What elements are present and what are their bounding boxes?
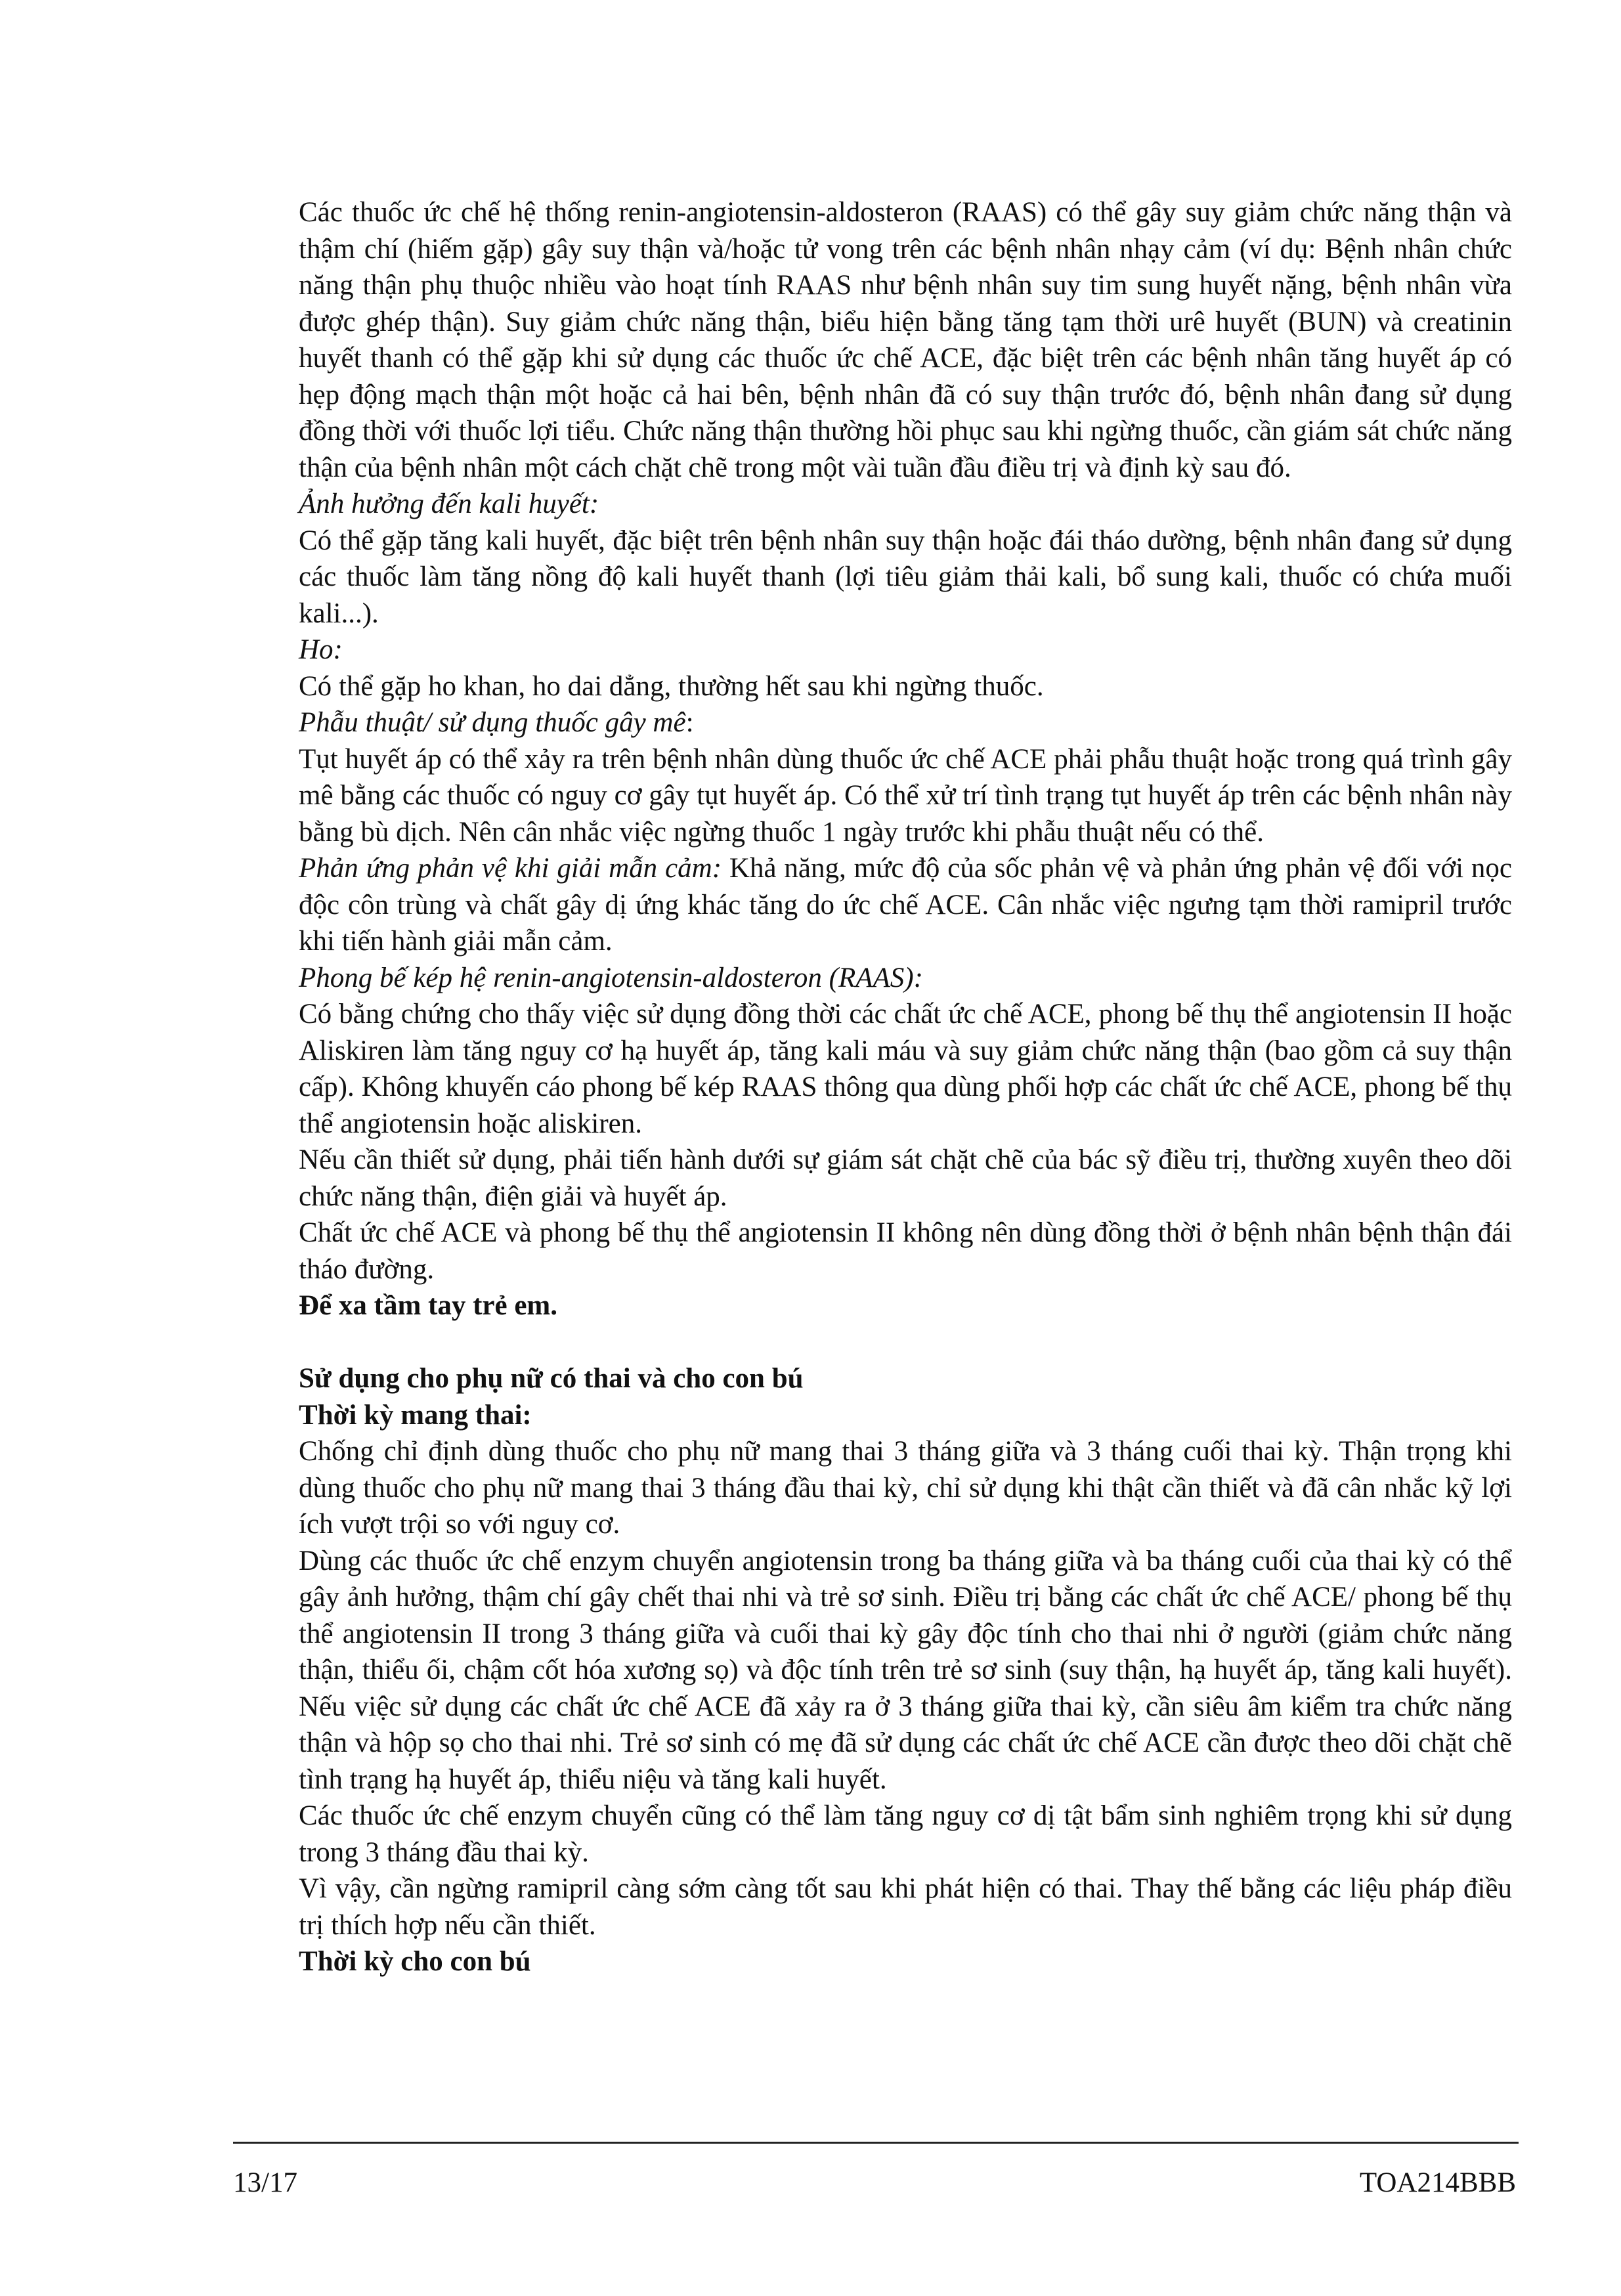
dual-blockade-paragraph-1: Có bằng chứng cho thấy việc sử dụng đồng thời các chất ức chế ACE, phong bế thụ thể angiotensin II hoặc Aliskiren làm tăng nguy cơ hạ huyết áp, tăng kali máu và suy giảm chức năng thận (bao gồm cả suy thận cấp). Không khuyến cáo phong bế kép RAAS thông qua dùng phối hợp các chất ức chế ACE, phong bế thụ thể angiotensin hoặc aliskiren. [299, 999, 1512, 1139]
ho-heading: Ho: [299, 634, 343, 665]
pregnancy-paragraph-3: Các thuốc ức chế enzym chuyển cũng có thể làm tăng nguy cơ dị tật bẩm sinh nghiêm trọng khi sử dụng trong 3 tháng đầu thai kỳ. [299, 1800, 1512, 1868]
surgery-heading: Phẫu thuật/ sử dụng thuốc gây mê [299, 707, 686, 738]
page-body [299, 194, 1512, 1980]
pregnancy-paragraph-2: Dùng các thuốc ức chế enzym chuyển angiotensin trong ba tháng giữa và ba tháng cuối của thai kỳ có thể gây ảnh hưởng, thậm chí gây chết thai nhi và trẻ sơ sinh. Điều trị bằng các chất ức chế ACE/ phong bế thụ thể angiotensin II trong 3 tháng giữa và cuối thai kỳ gây độc tính cho thai nhi ở người (giảm chức năng thận, thiểu ối, chậm cốt hóa xương sọ) và độc tính trên trẻ sơ sinh (suy thận, hạ huyết áp, tăng kali huyết). Nếu việc sử dụng các chất ức chế ACE đã xảy ra ở 3 tháng giữa thai kỳ, cần siêu âm kiểm tra chức năng thận và hộp sọ cho thai nhi. Trẻ sơ sinh có mẹ đã sử dụng các chất ức chế ACE cần được theo dõi chặt chẽ tình trạng hạ huyết áp, thiểu niệu và tăng kali huyết. [299, 1545, 1512, 1795]
dual-blockade-paragraph-2: Nếu cần thiết sử dụng, phải tiến hành dưới sự giám sát chặt chẽ của bác sỹ điều trị, thường xuyên theo dõi chức năng thận, điện giải và huyết áp. [299, 1144, 1512, 1212]
anaphylaxis-text: Khả năng, mức độ của sốc phản vệ và phản ứng phản vệ đối với nọc độc côn trùng và chất gây dị ứng khác tăng do ức chế ACE. Cân nhắc việc ngưng tạm thời ramipril trước khi tiến hành giải mẫn cảm. [299, 853, 1512, 957]
pregnancy-paragraph-4: Vì vậy, cần ngừng ramipril càng sớm càng tốt sau khi phát hiện có thai. Thay thế bằng các liệu pháp điều trị thích hợp nếu cần thiết. [299, 1873, 1512, 1941]
page-number: 13/17 [233, 2167, 297, 2198]
kali-paragraph: Có thể gặp tăng kali huyết, đặc biệt trên bệnh nhân suy thận hoặc đái tháo dường, bệnh nhân đang sử dụng các thuốc làm tăng nồng độ kali huyết thanh (lợi tiêu giảm thải kali, bổ sung kali, thuốc có chứa muối kali...). [299, 525, 1512, 629]
surgery-heading-colon: : [685, 707, 694, 738]
raas-renal-paragraph: Các thuốc ức chế hệ thống renin-angiotensin-aldosteron (RAAS) có thể gây suy giảm chức năng thận và thậm chí (hiếm gặp) gây suy thận và/hoặc tử vong trên các bệnh nhân nhạy cảm (ví dụ: Bệnh nhân chức năng thận phụ thuộc nhiều vào hoạt tính RAAS như bệnh nhân suy tim sung huyết nặng, bệnh nhân vừa được ghép thận). Suy giảm chức năng thận, biểu hiện bằng tăng tạm thời urê huyết (BUN) và creatinin huyết thanh có thể gặp khi sử dụng các thuốc ức chế ACE, đặc biệt trên các bệnh nhân tăng huyết áp có hẹp động mạch thận một hoặc cả hai bên, bệnh nhân đã có suy thận trước đó, bệnh nhân đang sử dụng đồng thời với thuốc lợi tiểu. Chức năng thận thường hồi phục sau khi ngừng thuốc, cần giám sát chức năng thận của bệnh nhân một cách chặt chẽ trong một vài tuần đầu điều trị và định kỳ sau đó. [299, 197, 1512, 483]
keep-away-warning: Để xa tầm tay trẻ em. [299, 1290, 557, 1321]
ho-paragraph: Có thể gặp ho khan, ho dai dẳng, thường hết sau khi ngừng thuốc. [299, 670, 1044, 702]
footer-divider [233, 2142, 1519, 2144]
pregnancy-heading: Thời kỳ mang thai: [299, 1399, 532, 1431]
surgery-paragraph: Tụt huyết áp có thể xảy ra trên bệnh nhân dùng thuốc ức chế ACE phải phẫu thuật hoặc trong quá trình gây mê bằng các thuốc có nguy cơ gây tụt huyết áp. Có thể xử trí tình trạng tụt huyết áp trên các bệnh nhân này bằng bù dịch. Nên cân nhắc việc ngừng thuốc 1 ngày trước khi phẫu thuật nếu có thể. [299, 743, 1512, 848]
kali-heading: Ảnh hưởng đến kali huyết: [299, 488, 599, 519]
anaphylaxis-heading: Phản ứng phản vệ khi giải mẫn cảm: [299, 853, 722, 884]
document-code: TOA214BBB [1359, 2167, 1516, 2198]
anaphylaxis-paragraph [299, 850, 1512, 960]
dual-blockade-paragraph-3: Chất ức chế ACE và phong bế thụ thể angiotensin II không nên dùng đồng thời ở bệnh nhân bệnh thận đái tháo đường. [299, 1217, 1512, 1285]
section-spacer [299, 1324, 1512, 1361]
dual-blockade-heading: Phong bế kép hệ renin-angiotensin-aldosteron (RAAS): [299, 962, 923, 993]
surgery-heading-line [299, 704, 1512, 741]
pregnancy-section-title: Sử dụng cho phụ nữ có thai và cho con bú [299, 1363, 804, 1394]
lactation-heading: Thời kỳ cho con bú [299, 1946, 531, 1977]
pregnancy-paragraph-1: Chống chỉ định dùng thuốc cho phụ nữ mang thai 3 tháng giữa và 3 tháng cuối thai kỳ. Thận trọng khi dùng thuốc cho phụ nữ mang thai 3 tháng đầu thai kỳ, chỉ sử dụng khi thật cần thiết và đã cân nhắc kỹ lợi ích vượt trội so với nguy cơ. [299, 1436, 1512, 1540]
